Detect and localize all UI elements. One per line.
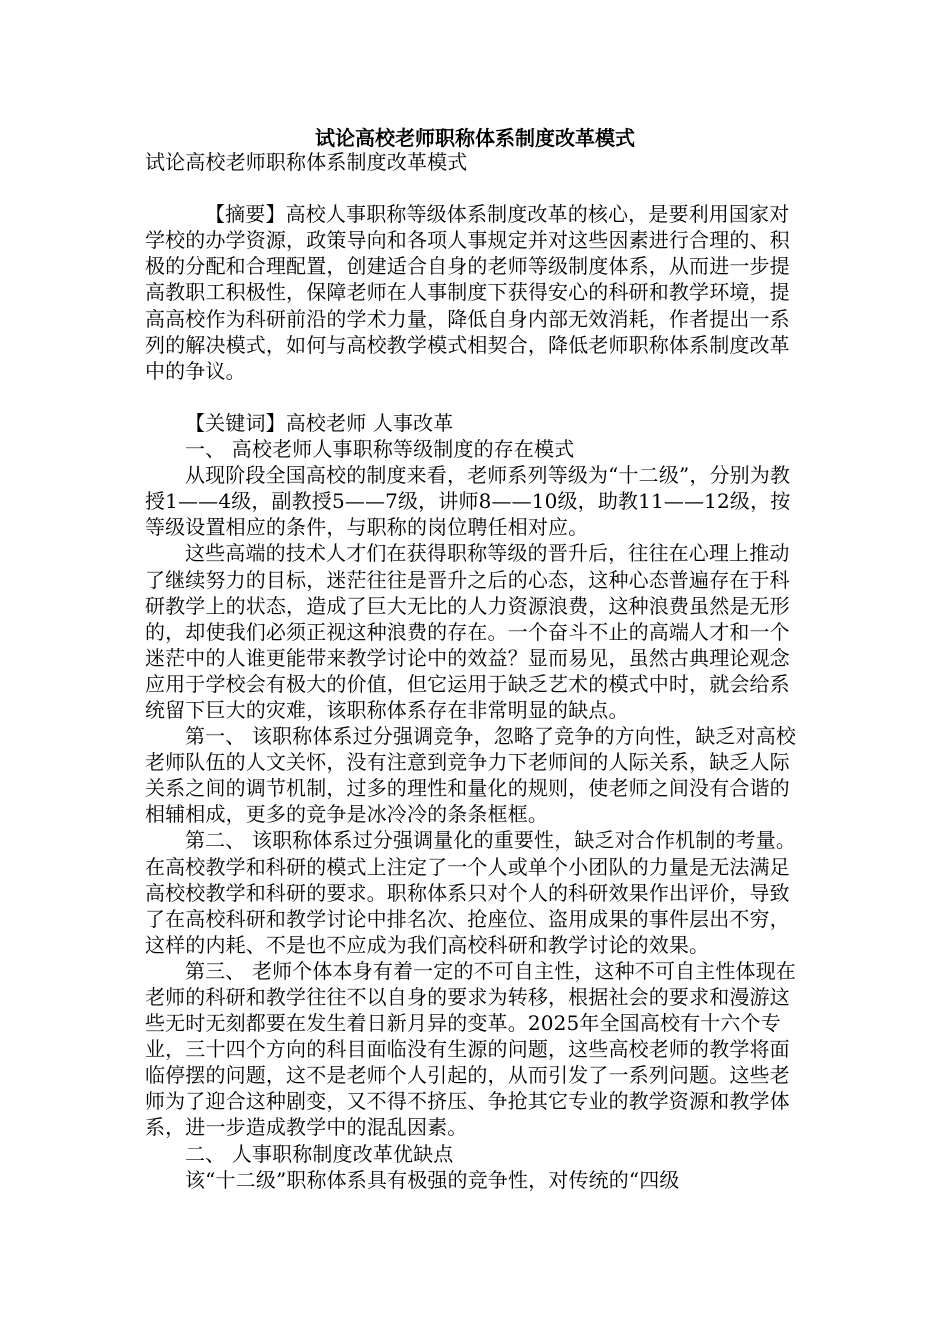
section-heading-2: 二、 人事职称制度改革优缺点 [185,1141,454,1166]
keywords-line: 【关键词】高校老师 人事改革 [185,410,454,435]
abstract-paragraph: 【摘要】高校人事职称等级体系制度改革的核心，是要利用国家对学校的办学资源，政策导向和各项人事规定并对这些因素进行合理的、积极的分配和合理配置，创建适合自身的老师等级制度体系，从而进一步提高教职工积极性，保障老师在人事制度下获得安心的科研和教学环境，提高高校作为科研前沿的学术力量，降低自身内部无效消耗，作者提出一系列的解决模式，如何与高校教学模式相契合，降低老师职称体系制度改革中的争议。 [145,202,790,383]
document-subtitle: 试论高校老师职称体系制度改革模式 [145,150,468,174]
section-heading-1: 一、 高校老师人事职称等级制度的存在模式 [185,437,575,462]
document-title: 试论高校老师职称体系制度改革模式 [315,126,635,150]
body-paragraph: 第三、 老师个体本身有着一定的不可自主性，这种不可自主性体现在老师的科研和教学往往不以自身的要求为转移，根据社会的要求和漫游这些无时无刻都要在发生着日新月异的变革。2025年全国高校有十六个专业，三十四个方向的科目面临没有生源的问题，这些高校老师的教学将面临停摆的问题，这不是老师个人引起的，从而引发了一系列问题。这些老师为了迎合这种剧变，又不得不挤压、争抢其它专业的教学资源和教学体系，进一步造成教学中的混乱因素。 [145,958,797,1140]
spacer [145,175,805,201]
body-paragraph: 该“十二级”职称体系具有极强的竞争性，对传统的“四级 [185,1167,680,1192]
body-paragraph: 第二、 该职称体系过分强调量化的重要性，缺乏对合作机制的考量。在高校教学和科研的模式上注定了一个人或单个小团队的力量是无法满足高校校教学和科研的要求。职称体系只对个人的科研效果作出评价，导致了在高校科研和教学讨论中排名次、抢座位、盗用成果的事件层出不穷，这样的内耗、不是也不应成为我们高校科研和教学讨论的效果。 [145,828,797,957]
body-paragraph: 从现阶段全国高校的制度来看，老师系列等级为“十二级”，分别为教授1——4级，副教授5——7级，讲师8——10级，助教11——12级，按等级设置相应的条件，与职称的岗位聘任相对应。 [145,463,791,540]
body-paragraph: 这些高端的技术人才们在获得职称等级的晋升后，往往在心理上推动了继续努力的目标，迷茫往往是晋升之后的心态，这种心态普遍存在于科研教学上的状态，造成了巨大无比的人力资源浪费，这种浪费虽然是无形的，却使我们必须正视这种浪费的存在。一个奋斗不止的高端人才和一个迷茫中的人谁更能带来教学讨论中的效益？显而易见，虽然古典理论观念应用于学校会有极大的价值，但它运用于缺乏艺术的模式中时，就会给系统留下巨大的灾难，该职称体系存在非常明显的缺点。 [145,541,790,722]
document-body [145,149,805,1193]
body-paragraph: 第一、 该职称体系过分强调竞争，忽略了竞争的方向性，缺乏对高校老师队伍的人文关怀，没有注意到竞争力下老师间的人际关系，缺乏人际关系之间的调节机制，过多的理性和量化的规则，使老师之间没有合谐的相辅相成，更多的竞争是冰冷冷的条条框框。 [145,724,797,827]
spacer [145,384,805,410]
